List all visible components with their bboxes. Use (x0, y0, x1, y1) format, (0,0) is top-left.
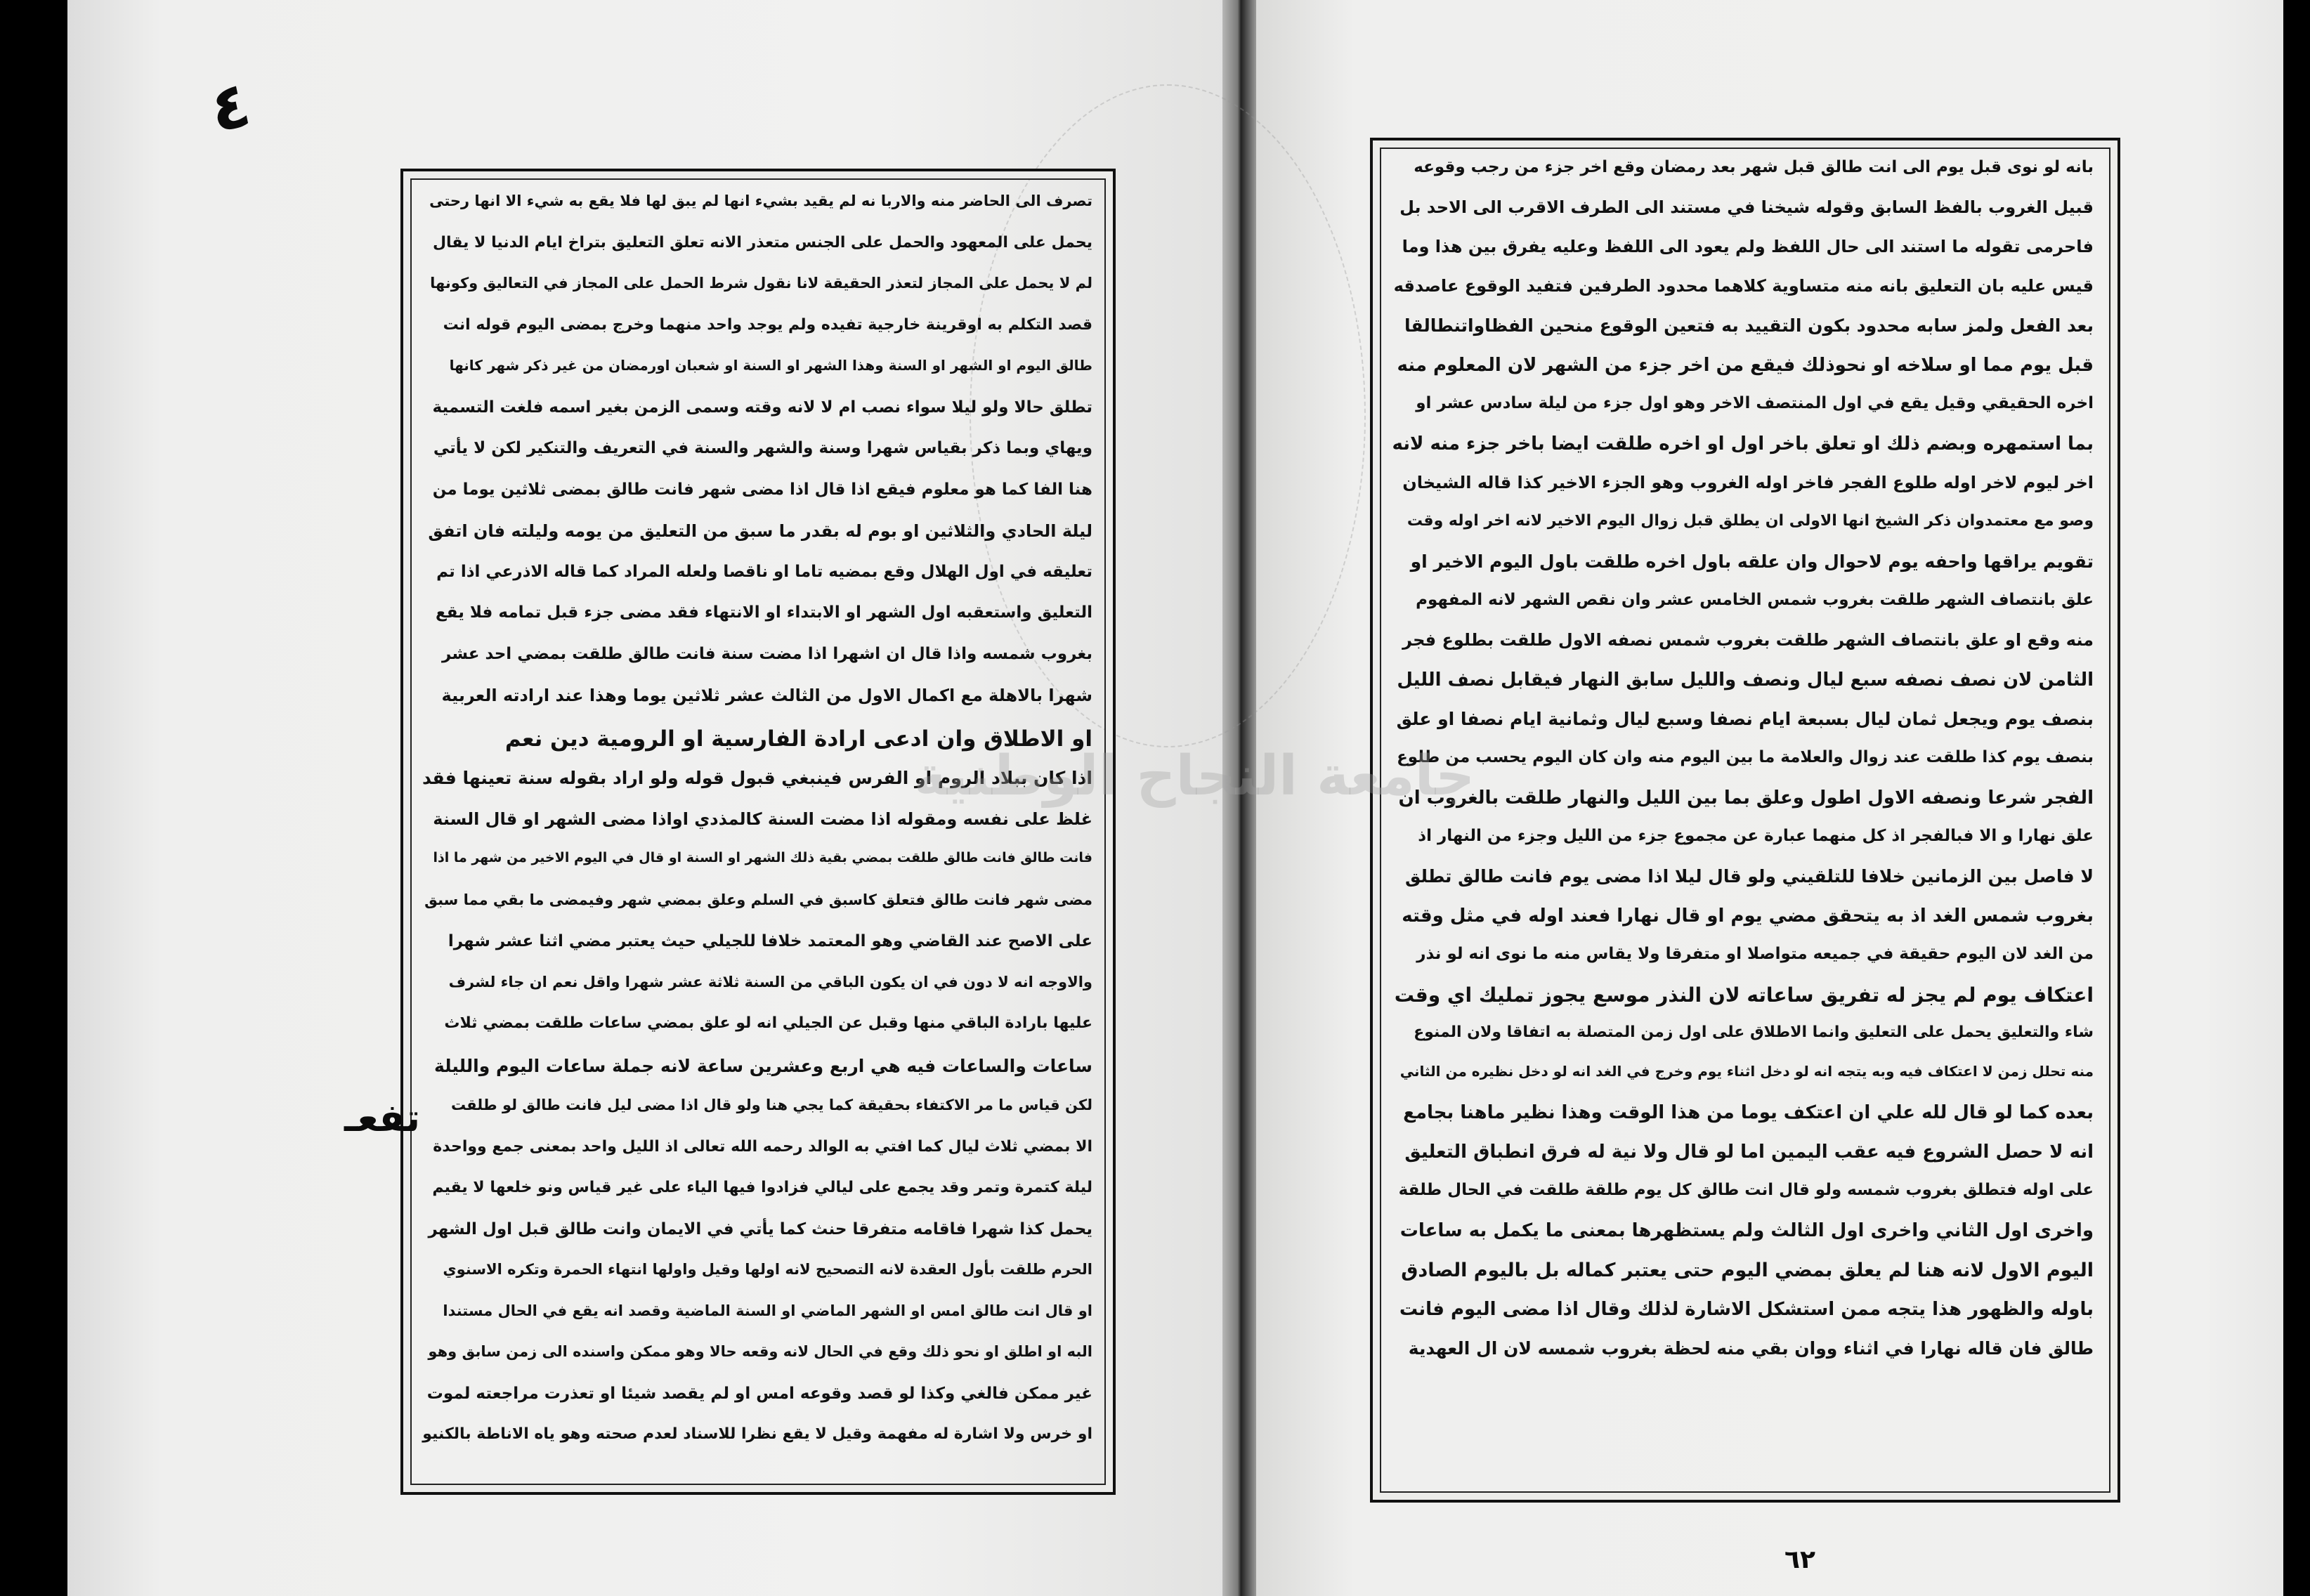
left-page-line: تعليقه في اول الهلال وقع بمضيه تاما او ناقصا ولعله المراد كما قاله الاذرعي اذا تم (436, 562, 1092, 581)
left-page-line: يحمل على المعهود والحمل على الجنس متعذر الانه تعلق التعليق بتراخ ايام الدنيا لا يقال (432, 233, 1092, 251)
left-page-line: يحمل كذا شهرا فاقامه متفرقا حنث كما يأتي في الايمان وانت طالق قبل اول الشهر (428, 1219, 1092, 1238)
right-page-line: انه لا حصل الشروع فيه عقب اليمين اما لو قال ولا نية له فرق انطباق التعليق (1404, 1142, 2094, 1163)
left-page-line: لكن قياس ما مر الاكتفاء بحقيقة كما يجي هنا ولو قال اذا مضى ليل فانت طالق لو طلقت (450, 1097, 1092, 1113)
right-page-line: بنصف يوم كذا طلقت عند زوال والعلامة ما بين اليوم منه وان كان اليوم يحسب من طلوع (1397, 748, 2094, 766)
left-page-line: البه او اطلق او نحو ذلك وقع في الحال لانه وقعه حالا وهو ممكن واسنده الى زمن سابق وهو (428, 1343, 1092, 1360)
left-page-line: هنا الفا كما هو معلوم فيقع اذا قال اذا مضى شهر فانت طالق بمضى ثلاثين يوما من (432, 480, 1092, 499)
right-page-line: من الغد لان اليوم حقيقة في جميعه متواصلا او متفرقا ولا يقاس منه ما نوى انه لو نذر (1416, 945, 2094, 963)
right-page-line: لا فاصل بين الزمانين خلافا للتلقيني ولو قال ليلا اذا مضى يوم فانت طالق تطلق (1404, 866, 2094, 887)
right-page-line: اخره الحقيقي وقيل يقع في اول المنتصف الاخر وهو اول جزء من ليلة سادس عشر او (1416, 394, 2094, 412)
left-edge-shadow (0, 0, 67, 1596)
left-page-line: مضى شهر فانت طالق فتعلق كاسبق في السلم وعلق بمضي شهر وفيمضى ما بقي مما سبق (424, 891, 1092, 908)
left-page-line: والاوجه انه لا دون في ان يكون الباقي من السنة ثلاثة عشر شهرا واقل نعم ان جاء لشرف (448, 973, 1092, 990)
left-page-line: تطلق حالا ولو ليلا سواء نصب ام لا لانه وقته وسمى الزمن بغير اسمه فلغت التسمية (432, 398, 1092, 417)
left-page-line: الحرم طلقت بأول العقدة لانه التصحيح لانه اولها وقيل واولها انتهاء الحمرة وتكره الاسنوي (443, 1261, 1092, 1278)
right-page-line: بغروب شمس الغد اذ به يتحقق مضي يوم او قال نهارا فعند اوله في مثل وقته (1402, 905, 2094, 927)
right-page-line: قبل يوم مما او سلاخه او نحوذلك فيقع من اخر جزء من الشهر لان المعلوم منه (1397, 355, 2094, 376)
right-page-text (1391, 151, 2094, 1486)
right-page-line: علق نهارا و الا فبالفجر اذ كل منهما عبارة عن مجموع جزء من الليل وجزء من النهار اذ (1418, 827, 2094, 845)
left-page-line: تصرف الى الحاضر منه والاربا نه لم يقيد بشيء انها لم يبق لها فلا يقع به شيء الا انها رحتى (429, 192, 1092, 209)
right-page-line: شاء والتعليق يحمل على التعليق وانما الاطلاق على اول زمن المتصلة به اتفاقا ولان المنوع (1414, 1023, 2094, 1041)
right-page-line: باوله والظهور هذا يتجه ممن استشكل الاشارة لذلك وقال اذا مضى اليوم فانت (1399, 1299, 2094, 1320)
left-page-line: الا بمضي ثلاث ليال كما افتي به الوالد رحمه الله تعالى اذ الليل واحد بمعنى جمع وواحدة (433, 1137, 1092, 1156)
left-page-text (422, 184, 1092, 1484)
left-page-line: ليلة الحادي والثلاثين او بوم له بقدر ما سبق من التعليق من يومه وليلته فان اتفق (428, 521, 1092, 541)
right-page-line: قيس عليه بان التعليق بانه منه متساوية كلاهما محدود الطرفين فتفيد الوقوع عاصدقه (1393, 276, 2094, 296)
right-page-line: بنصف يوم ويجعل ثمان ليال بسبعة ايام نصفا وسبع ليال وثمانية ايام نصفا او علق (1396, 709, 2094, 729)
left-page-line: او الاطلاق وان ادعى ارادة الفارسية او الرومية دين نعم (504, 726, 1092, 752)
left-page-line: او قال انت طالق امس او الشهر الماضي او السنة الماضية وقصد انه يقع في الحال مستندا (443, 1302, 1092, 1319)
left-page-line: اذا كان ببلاد الروم او الفرس فينبغي قبول قوله ولو اراد بقوله سنة تعينها فقد (422, 768, 1092, 788)
right-page-line: علق بانتصاف الشهر طلقت بغروب شمس الخامس عشر وان نقص الشهر لانه المفهوم (1416, 591, 2094, 609)
right-page-line: وصو مع معتمدوان ذكر الشيخ انها الاولى ان يطلق قبل زوال اليوم الاخير لانه اخر اوله وقت (1407, 512, 2094, 530)
right-page-line: طالق فان قاله نهارا في اثناء ووان بقي منه لحظة بغروب شمسه لان ال العهدية (1408, 1338, 2094, 1359)
left-page-line: بغروب شمسه واذا قال ان اشهرا اذا مضت سنة فانت طالق طلقت بمضي احد عشر (442, 644, 1092, 663)
left-page-line: لم لا يحمل على المجاز لتعذر الحقيقة لانا نقول شرط الحمل على المجاز في التعاليق وكونها (430, 275, 1092, 292)
right-page-line: الفجر شرعا ونصفه الاول اطول وعلق بما بين الليل والنهار طلقت بالغروب ان (1398, 787, 2094, 809)
book-gutter (1222, 0, 1256, 1596)
right-edge-shadow (2283, 0, 2310, 1596)
right-page-line: اليوم الاول لانه هنا لم يعلق بمضي اليوم حتى يعتبر كماله بل باليوم الصادق (1401, 1260, 2094, 1281)
folio-number: ٤ (203, 67, 257, 148)
library-watermark: جامعة النجاح الوطنية (913, 745, 1475, 808)
left-page-line: ويهاي وبما ذكر بقياس شهرا وسنة والشهر والسنة في التعريف والتنكير لكن لا يأتي (433, 439, 1092, 457)
left-page-line: طالق اليوم او الشهر او السنة وهذا الشهر او السنة او شعبان اورمضان من غير ذكر شهر كانها (449, 357, 1092, 374)
left-page-line: قصد التكلم به اوقرينة خارجية تفيده ولم يوجد واحد منهما وخرج بمضى اليوم قوله انت (443, 315, 1092, 334)
right-page-line: بعده كما لو قال لله علي ان اعتكف يوما من هذا الوقت وهذا نظير ماهنا بجامع (1403, 1102, 2094, 1123)
page-number-bottom: ٦٢ (1784, 1545, 1815, 1574)
right-page-line: بانه لو نوى قبل يوم الى انت طالق قبل شهر بعد رمضان وقع اخر جزء من رجب وقوعه (1414, 158, 2094, 176)
right-page-line: تقويم يراقها واحفه يوم لاحوال وان علقه باول اخره طلقت باول اليوم الاخير او (1410, 551, 2094, 572)
left-page-line: او خرس ولا اشارة له مفهمة وقيل لا يقع نظرا للاسناد لعدم صحته وهو ياه الاناطة بالكنيو (422, 1425, 1092, 1443)
left-page-line: غير ممكن فالغي وكذا لو قصد وقوعه امس او لم يقصد شيئا او تعذرت مراجعته لموت (426, 1384, 1092, 1403)
right-page-line: منه تحلل زمن لا اعتكاف فيه وبه يتجه انه لو دخل اثناء يوم وخرج في الغد انه لو دخل نظيره من الثاني (1399, 1063, 2094, 1080)
right-page-line: واخرى اول الثاني واخرى اول الثالث ولم يستظهرها بمعنى ما يكمل به ساعات (1399, 1220, 2094, 1241)
right-page-line: بعد الفعل ولمز سابه محدود بكون التقييد به فتعين الوقوع منحين الفظاواتنطالقا (1404, 315, 2094, 336)
margin-note: تفعـ (344, 1096, 421, 1140)
right-page-line: اخر ليوم لاخر اوله طلوع الفجر فاخر اوله الغروب وهو الجزء الاخير كذا قاله الشيخان (1402, 473, 2094, 492)
right-page-line: الثامن لان نصف نصفه سبع ليال ونصف والليل سابق النهار فيقابل نصف الليل (1397, 669, 2094, 691)
left-page-line: غلظ على نفسه ومقوله اذا مضت السنة كالمذدي اواذا مضى الشهر او قال السنة (433, 809, 1092, 829)
left-page-line: شهرا بالاهلة مع اكمال الاول من الثالث عشر ثلاثين يوما وهذا عند ارادته العربية (441, 686, 1092, 705)
left-page-line: التعليق واستعقبه اول الشهر او الابتداء او الانتهاء فقد مضى جزء قبل تمامه فلا يقع (435, 603, 1092, 622)
left-page-line: ليلة كتمرة وتمر وقد يجمع على ليالي فزادوا فيها الياء على غير قياس ونو خلعها لا يقيم (432, 1179, 1092, 1196)
right-page-line: على اوله فتطلق بغروب شمسه ولو قال انت طالق كل يوم طلقة طلقت في الحال طلقة (1398, 1181, 2094, 1199)
right-page-line: منه وقع او علق بانتصاف الشهر طلقت بغروب شمس نصفه الاول طلقت بطلوع فجر (1402, 630, 2094, 650)
right-page-line: بما استمهره وبضم ذلك او تعلق باخر اول او اخره طلقت ايضا باخر جزء منه لانه (1392, 433, 2094, 454)
left-page-line: عليها بارادة الباقي منها وقبل عن الجيلي انه لو علق بمضي ساعات طلقت بمضي ثلاث (444, 1014, 1092, 1032)
right-page-line: فاحرمى تقوله ما استند الى حال اللفظ ولم يعود الى اللفظ وعليه يفرق بين هذا وما (1402, 237, 2094, 256)
left-page-line: ساعات والساعات فيه هي اربع وعشرين ساعة لانه جملة ساعات اليوم والليلة (434, 1055, 1092, 1076)
right-page-line: قبيل الغروب بالفظ السابق وقوله شيخنا في مستند الى الطرف الاقرب الى الاحد بل (1399, 197, 2094, 217)
left-page-line: فانت طالق فانت طالق طلقت بمضي بقية ذلك الشهر او السنة او قال في اليوم الاخير من شهر ما اذا (433, 850, 1092, 865)
left-page-line: على الاصح عند القاضي وهو المعتمد خلافا للجيلي حيث يعتبر مضي اثنا عشر شهرا (448, 932, 1092, 950)
right-page-line: اعتكاف يوم لم يجز له تفريق ساعاته لان النذر موسع يجوز تمليك اي وقت (1394, 983, 2094, 1007)
